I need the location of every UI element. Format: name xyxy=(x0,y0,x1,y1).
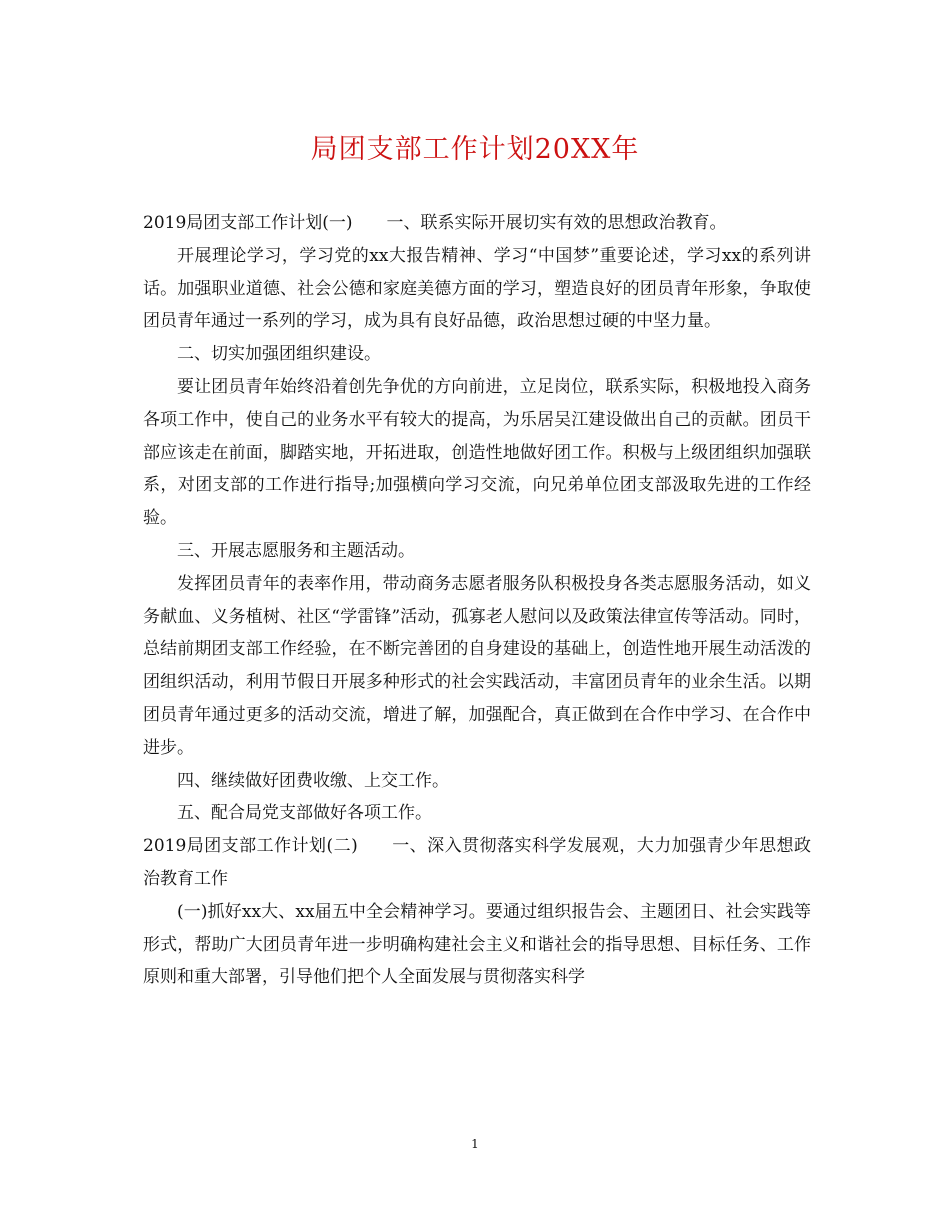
document-body xyxy=(143,207,811,994)
plan-1-label: 2019局团支部工作计划(一) xyxy=(143,213,353,233)
paragraph-plan-1-heading xyxy=(143,207,811,240)
section-heading: 三、开展志愿服务和主题活动。 xyxy=(177,540,415,561)
plan-2-label: 2019局团支部工作计划(二) xyxy=(143,836,358,857)
paragraph-plan-2-heading xyxy=(143,830,811,896)
paragraph: 开展理论学习，学习党的xx大报告精神、学习“中国梦”重要论述，学习xx的系列讲话。加强职业道德、社会公德和家庭美德方面的学习，塑造良好的团员青年形象，争取使团员青年通过一系列的学习，成为具有良好品德，政治思想过硬的中坚力量。 xyxy=(143,245,811,332)
paragraph: (一)抓好xx大、xx届五中全会精神学习。要通过组织报告会、主题团日、社会实践等形式，帮助广大团员青年进一步明确构建社会主义和谐社会的指导思想、目标任务、工作原则和重大部署，引导他们把个人全面发展与贯彻落实科学 xyxy=(143,901,811,988)
section-heading: 四、继续做好团费收缴、上交工作。 xyxy=(177,770,449,791)
section-heading: 五、配合局党支部做好各项工作。 xyxy=(177,803,432,824)
document-title: 局团支部工作计划20XX年 xyxy=(310,134,640,165)
paragraph: 要让团员青年始终沿着创先争优的方向前进，立足岗位，联系实际，积极地投入商务各项工作中，使自己的业务水平有较大的提高，为乐居吴江建设做出自己的贡献。团员干部应该走在前面，脚踏实地，开拓进取，创造性地做好团工作。积极与上级团组织加强联系，对团支部的工作进行指导;加强横向学习交流，向兄弟单位团支部汲取先进的工作经验。 xyxy=(143,376,811,529)
plan-1-first-point: 一、联系实际开展切实有效的思想政治教育。 xyxy=(386,213,727,233)
plan-2-first-point: 一、深入贯彻落实科学发展观，大力加强青少年思想政治教育工作 xyxy=(143,836,812,889)
paragraph: 发挥团员青年的表率作用，带动商务志愿者服务队积极投身各类志愿服务活动，如义务献血、义务植树、社区“学雷锋”活动，孤寡老人慰问以及政策法律宣传等活动。同时，总结前期团支部工作经验，在不断完善团的自身建设的基础上，创造性地开展生动活泼的团组织活动，利用节假日开展多种形式的社会实践活动，丰富团员青年的业余生活。以期团员青年通过更多的活动交流，增进了解，加强配合，真正做到在合作中学习、在合作中进步。 xyxy=(143,573,811,758)
section-heading: 二、切实加强团组织建设。 xyxy=(177,344,381,365)
page-number: 1 xyxy=(471,1137,479,1151)
